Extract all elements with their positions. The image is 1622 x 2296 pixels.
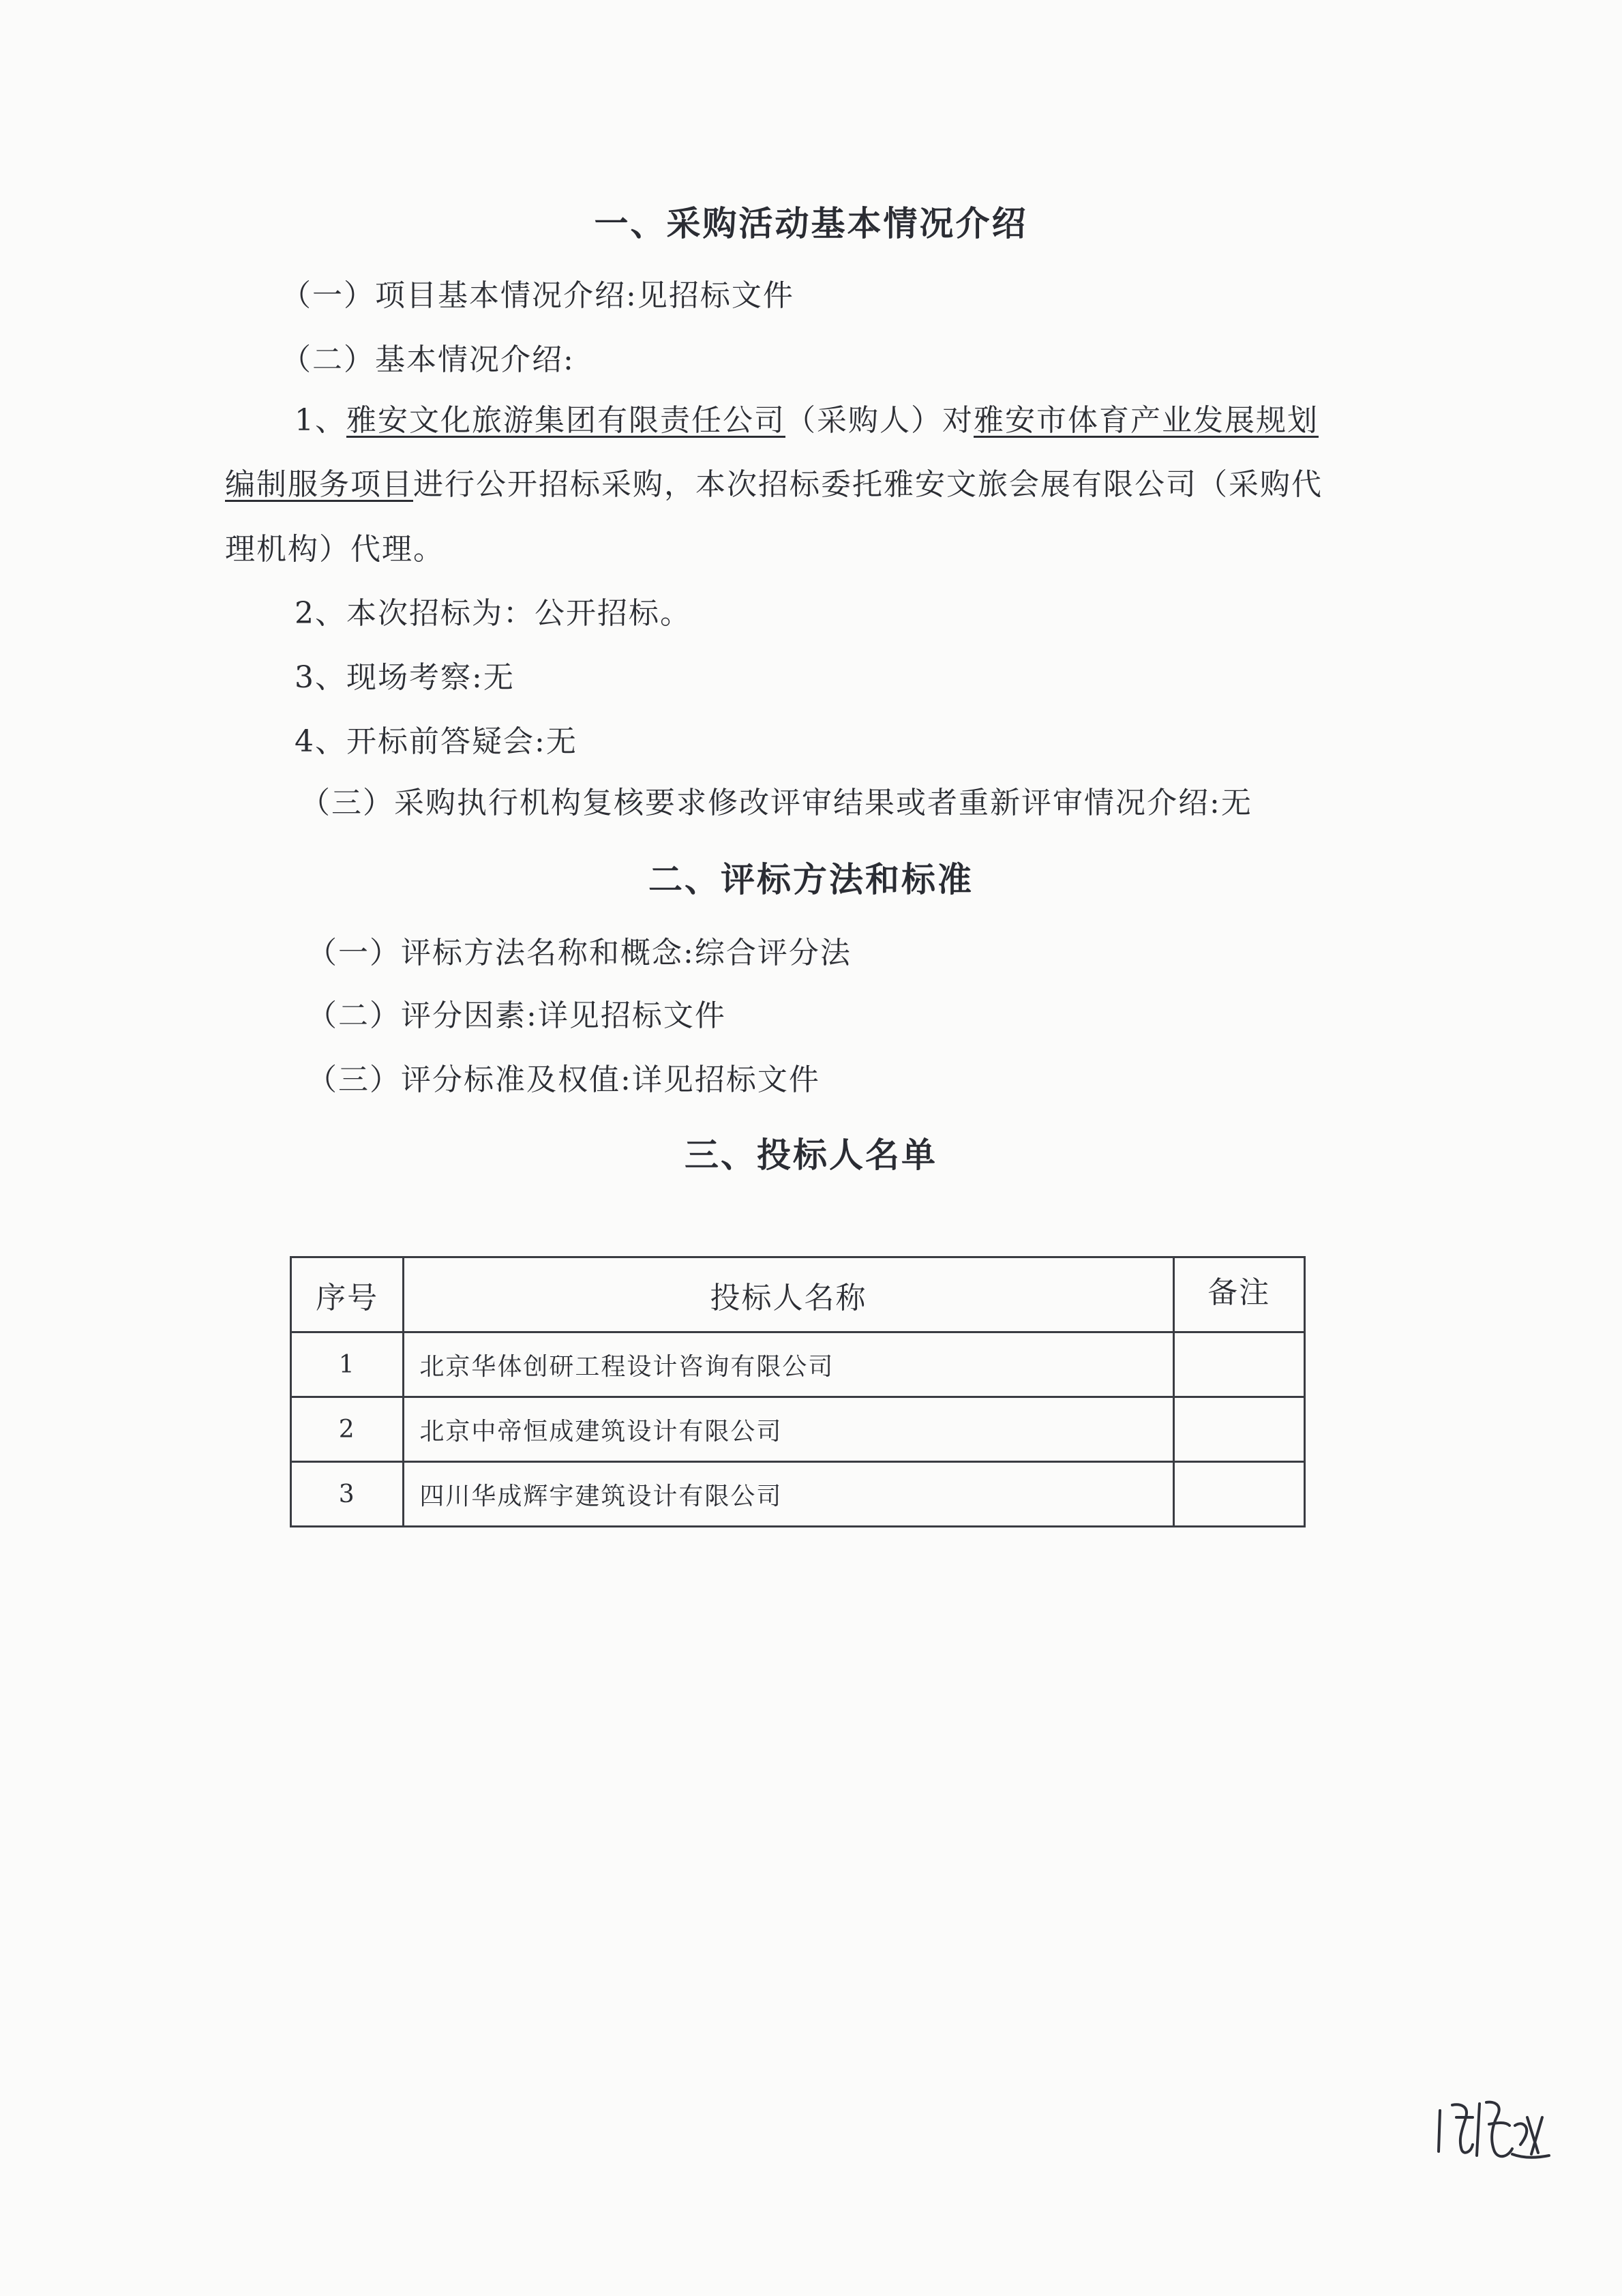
section2-item3: （三）评分标准及权值:详见招标文件	[307, 1062, 820, 1097]
section1-title: 一、采购活动基本情况介绍	[594, 204, 1028, 243]
bidder-table-header	[291, 1257, 1305, 1332]
section1-paragraph3: 3、现场考察:无	[295, 660, 515, 695]
row-no: 2	[291, 1397, 404, 1462]
section1-paragraph1-line1	[295, 402, 1319, 439]
section1-paragraph2: 2、本次招标为：公开招标。	[295, 596, 691, 631]
header-note: 备注	[1173, 1257, 1304, 1332]
row-no: 1	[291, 1332, 404, 1397]
section2-item1: （一）评标方法名称和概念:综合评分法	[307, 936, 852, 970]
section3-title: 三、投标人名单	[685, 1135, 937, 1175]
row-note	[1173, 1462, 1304, 1527]
paragraph1-rest: 进行公开招标采购，本次招标委托雅安文旅会展有限公司（采购代	[413, 467, 1323, 502]
row-no: 3	[291, 1462, 404, 1527]
purchaser-name: 雅安文化旅游集团有限责任公司	[346, 403, 785, 438]
header-name: 投标人名称	[404, 1257, 1173, 1332]
section1-paragraph1-line2	[225, 466, 1323, 503]
bidder-name: 北京华体创研工程设计咨询有限公司	[404, 1332, 1173, 1397]
section2-item2: （二）评分因素:详见招标文件	[307, 998, 726, 1033]
section1-item2: （二）基本情况介绍:	[281, 342, 575, 377]
row-note	[1173, 1397, 1304, 1462]
bidder-table	[290, 1256, 1306, 1527]
row-note	[1173, 1332, 1304, 1397]
section1-item1: （一）项目基本情况介绍:见招标文件	[281, 278, 794, 313]
table-row	[291, 1332, 1305, 1397]
section1-paragraph4: 4、开标前答疑会:无	[295, 724, 577, 759]
bidder-name: 北京中帝恒成建筑设计有限公司	[404, 1397, 1173, 1462]
header-no: 序号	[291, 1257, 404, 1332]
signature	[1432, 2090, 1555, 2165]
bidder-name: 四川华成辉宇建筑设计有限公司	[404, 1462, 1173, 1527]
paragraph1-prefix: 1、	[295, 403, 346, 438]
project-name-part1: 雅安市体育产业发展规划	[974, 403, 1319, 438]
paragraph1-mid: （采购人）对	[785, 403, 974, 438]
table-row	[291, 1462, 1305, 1527]
project-name-part2: 编制服务项目	[225, 467, 413, 502]
section1-paragraph1-line3: 理机构）代理。	[225, 532, 445, 567]
section1-item3: （三）采购执行机构复核要求修改评审结果或者重新评审情况介绍:无	[300, 786, 1252, 820]
table-row	[291, 1397, 1305, 1462]
section2-title: 二、评标方法和标准	[648, 860, 974, 899]
